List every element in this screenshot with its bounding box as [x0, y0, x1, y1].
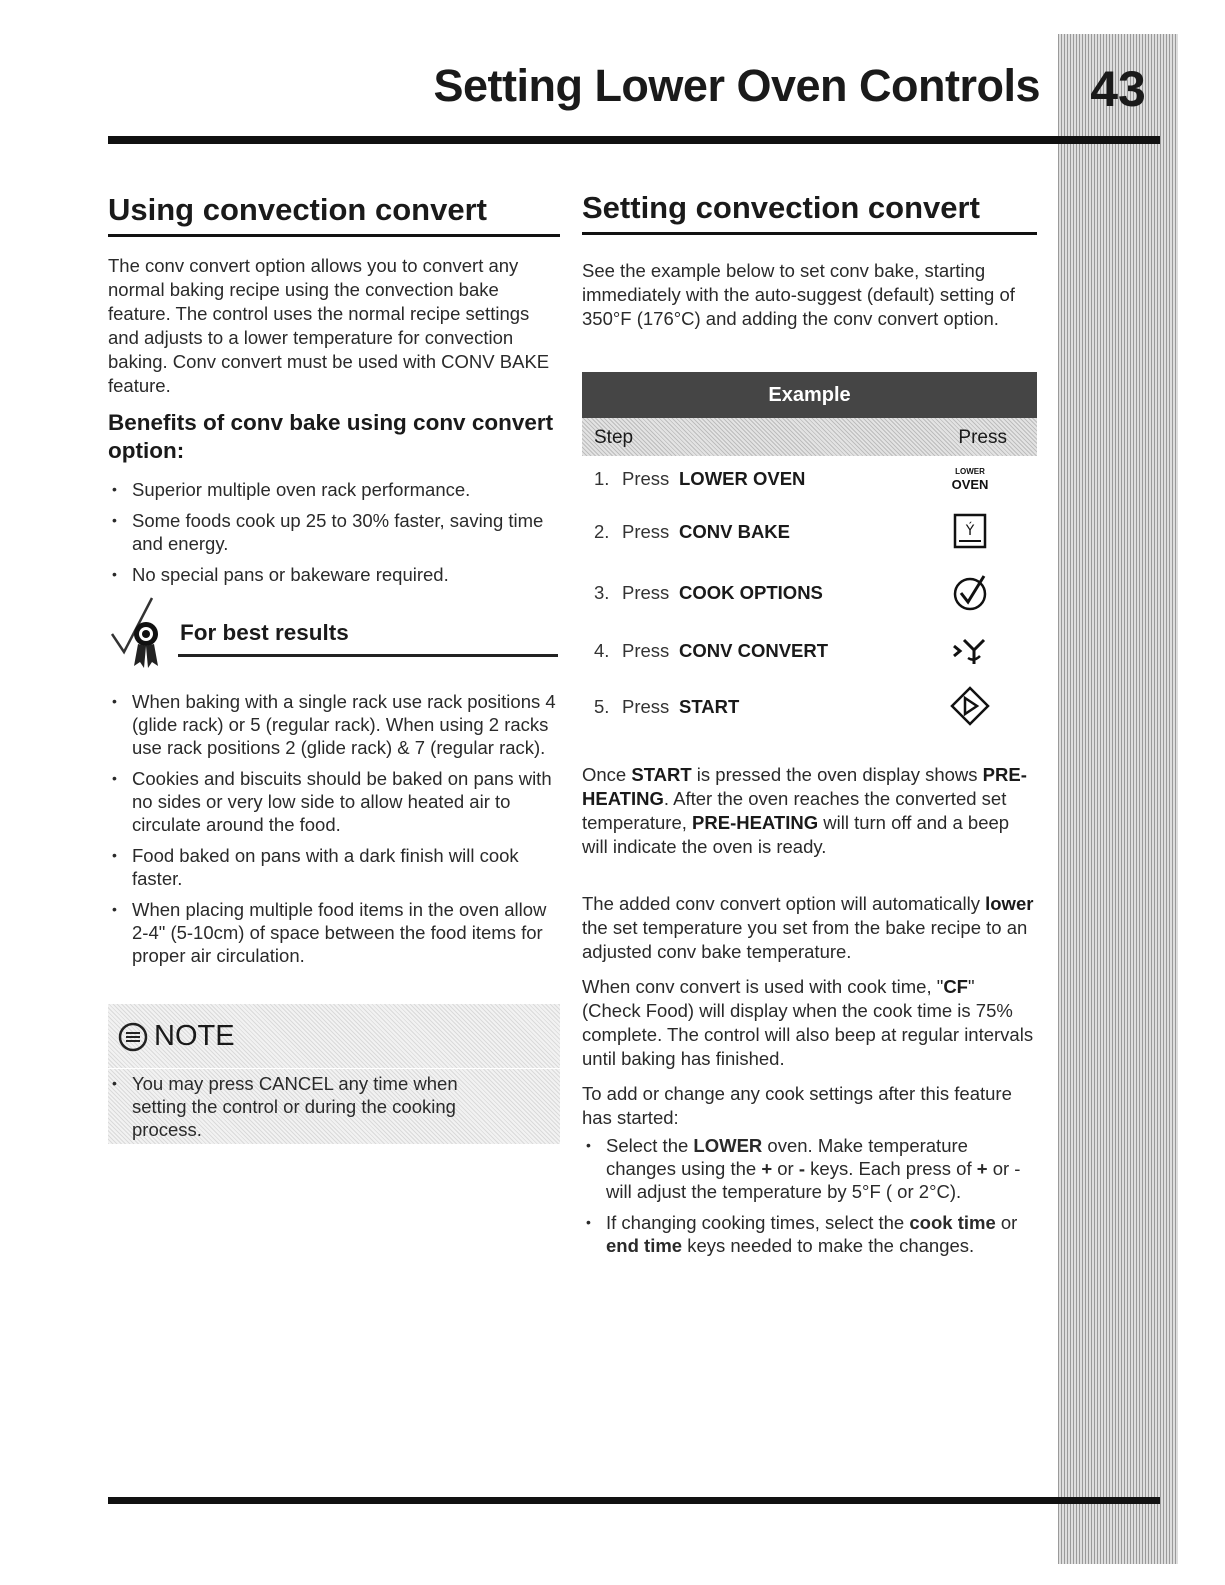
cook-time-paragraph: When conv convert is used with cook time, "CF" (Check Food) will display when the cook time is 75% complete. The control will also beep at regular intervals until baking has finished.: [582, 976, 1034, 1069]
conv-convert-icon: [950, 630, 990, 670]
example-table: [582, 372, 1037, 456]
note-list: [108, 1072, 508, 1149]
benefits-heading: Benefits of conv bake using conv convert option:: [108, 410, 554, 463]
note-box: [108, 1004, 560, 1144]
step-number: 1.: [594, 468, 610, 489]
best-results-list: [108, 690, 560, 975]
page-title: Setting Lower Oven Controls: [433, 60, 1040, 111]
list-item: • Select the LOWER oven. Make temperature changes using the + or - keys. Each press of + or - will adjust the temperature by 5°F ( or 2°C).: [582, 1134, 1037, 1203]
change-settings-list: [582, 1134, 1037, 1265]
intro-paragraph: See the example below to set conv bake, starting immediately with the auto-suggest (default) setting of 350°F (176°C) and adding the conv convert option.: [582, 260, 1015, 329]
section-heading-using-convection-convert: Using convection convert: [108, 192, 560, 237]
example-column-headers: [582, 418, 1037, 456]
step-prefix: Press: [622, 696, 670, 717]
step-key: LOWER OVEN: [679, 468, 806, 489]
note-icon: [118, 1022, 148, 1052]
benefits-list: [108, 478, 560, 594]
list-item: • Cookies and biscuits should be baked on pans with no sides or very low side to allow heated air to circulate around the food.: [108, 767, 560, 836]
step-prefix: Press: [622, 521, 670, 542]
list-item: • If changing cooking times, select the cook time or end time keys needed to make the changes.: [582, 1211, 1037, 1257]
table-row: [582, 696, 1037, 746]
added-option-paragraph: The added conv convert option will automatically lower the set temperature you set from the bake recipe to an adjusted conv bake temperature.: [582, 893, 1034, 962]
table-row: [582, 640, 1037, 690]
step-number: 4.: [594, 640, 610, 661]
step-prefix: Press: [622, 468, 670, 489]
step-number: 2.: [594, 521, 610, 542]
step-key: COOK OPTIONS: [679, 582, 823, 603]
note-divider: [108, 1068, 560, 1069]
bottom-divider: [108, 1497, 1160, 1504]
lower-oven-icon-line2: OVEN: [951, 477, 989, 492]
column-header-step: Step: [594, 427, 634, 448]
conv-bake-icon: [950, 511, 990, 551]
list-item: • When placing multiple food items in the oven allow 2-4" (5-10cm) of space between the food items for proper air circulation.: [108, 898, 560, 967]
step-key: START: [679, 696, 740, 717]
best-results-divider: [178, 654, 558, 657]
step-prefix: Press: [622, 582, 670, 603]
list-item: • Some foods cook up 25 to 30% faster, saving time and energy.: [108, 509, 560, 555]
list-item: • Superior multiple oven rack performance.: [108, 478, 560, 501]
award-ribbon-icon: [108, 596, 172, 672]
page-number: 43: [1090, 61, 1146, 117]
table-row: [582, 582, 1037, 632]
best-results-title: For best results: [180, 620, 349, 645]
step-key: CONV CONVERT: [679, 640, 829, 661]
note-text: • You may press CANCEL any time when setting the control or during the cooking process.: [108, 1072, 508, 1141]
step-key: CONV BAKE: [679, 521, 791, 542]
change-settings-intro: To add or change any cook settings after this feature has started:: [582, 1083, 1012, 1128]
table-row: [582, 521, 1037, 571]
step-number: 5.: [594, 696, 610, 717]
list-item: • Food baked on pans with a dark finish will cook faster.: [108, 844, 560, 890]
list-item: • When baking with a single rack use rack positions 4 (glide rack) or 5 (regular rack). When using 2 racks use rack positions 2 (glide rack) & 7 (regular rack).: [108, 690, 560, 759]
preheating-paragraph: Once START is pressed the oven display shows PRE-HEATING. After the oven reaches the converted set temperature, PRE-HEATING will turn off and a beep will indicate the oven is ready.: [582, 764, 1027, 857]
top-divider: [108, 136, 1160, 144]
lower-oven-icon: [950, 458, 990, 498]
intro-paragraph: The conv convert option allows you to convert any normal baking recipe using the convection bake feature. The control uses the normal recipe settings and adjusts to a lower temperature for convection baking. Conv convert must be used with CONV BAKE feature.: [108, 255, 550, 396]
section-heading-setting-convection-convert: Setting convection convert: [582, 190, 1037, 235]
lower-oven-icon-line1: LOWER: [955, 467, 985, 476]
start-icon: [950, 686, 990, 726]
column-header-press: Press: [958, 427, 1007, 448]
cook-options-icon: [950, 572, 990, 612]
step-prefix: Press: [622, 640, 670, 661]
step-number: 3.: [594, 582, 610, 603]
list-item: • No special pans or bakeware required.: [108, 563, 560, 586]
example-header: Example: [582, 372, 1037, 418]
svg-text:Ý: Ý: [965, 523, 975, 539]
side-tab-strip: [1058, 34, 1178, 1564]
note-title: NOTE: [154, 1020, 235, 1052]
